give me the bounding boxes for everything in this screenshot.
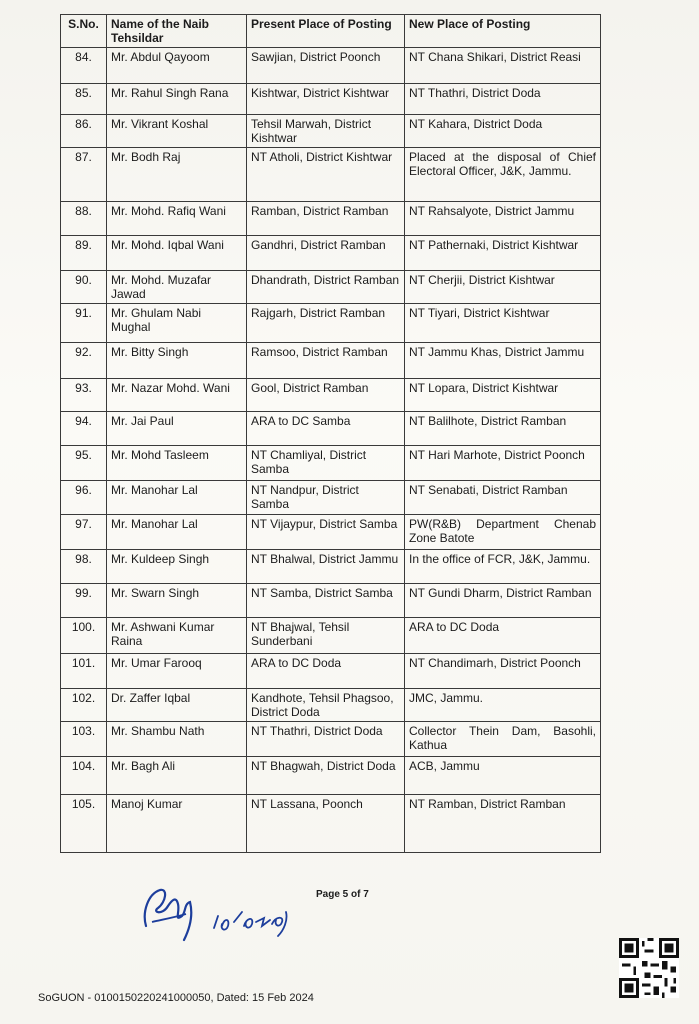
row-new-posting: NT Chandimarh, District Poonch xyxy=(405,654,601,689)
table-row xyxy=(61,148,601,202)
row-new-posting: Collector Thein Dam, Basohli, Kathua xyxy=(405,722,601,757)
row-sno: 92. xyxy=(61,343,107,379)
row-present-posting: NT Samba, District Samba xyxy=(247,584,405,618)
row-present-posting: ARA to DC Doda xyxy=(247,654,405,689)
qr-code-icon xyxy=(619,938,679,998)
row-sno: 89. xyxy=(61,236,107,271)
table-row xyxy=(61,412,601,446)
table-row xyxy=(61,202,601,236)
table-row xyxy=(61,304,601,343)
table-row xyxy=(61,795,601,853)
table-row xyxy=(61,343,601,379)
row-new-posting: NT Chana Shikari, District Reasi xyxy=(405,48,601,84)
row-name: Mr. Bodh Raj xyxy=(107,148,247,202)
row-name: Mr. Manohar Lal xyxy=(107,481,247,515)
page-number: Page 5 of 7 xyxy=(316,889,369,900)
row-sno: 87. xyxy=(61,148,107,202)
table-row xyxy=(61,584,601,618)
row-name: Mr. Mohd. Muzafar Jawad xyxy=(107,271,247,304)
row-new-posting: NT Pathernaki, District Kishtwar xyxy=(405,236,601,271)
row-sno: 91. xyxy=(61,304,107,343)
row-sno: 95. xyxy=(61,446,107,481)
row-name: Mr. Abdul Qayoom xyxy=(107,48,247,84)
row-name: Mr. Mohd. Iqbal Wani xyxy=(107,236,247,271)
row-new-posting: PW(R&B) Department Chenab Zone Batote xyxy=(405,515,601,550)
header-name: Name of the Naib Tehsildar xyxy=(107,15,247,48)
row-sno: 100. xyxy=(61,618,107,654)
row-present-posting: Tehsil Marwah, District Kishtwar xyxy=(247,115,405,148)
row-new-posting: NT Tiyari, District Kishtwar xyxy=(405,304,601,343)
row-name: Mr. Rahul Singh Rana xyxy=(107,84,247,115)
row-sno: 90. xyxy=(61,271,107,304)
table-row xyxy=(61,236,601,271)
row-sno: 88. xyxy=(61,202,107,236)
table-row xyxy=(61,48,601,84)
row-present-posting: Dhandrath, District Ramban xyxy=(247,271,405,304)
row-name: Mr. Bagh Ali xyxy=(107,757,247,795)
row-sno: 102. xyxy=(61,689,107,722)
row-present-posting: Gandhri, District Ramban xyxy=(247,236,405,271)
table-row xyxy=(61,757,601,795)
row-new-posting: NT Lopara, District Kishtwar xyxy=(405,379,601,412)
row-present-posting: Ramban, District Ramban xyxy=(247,202,405,236)
row-name: Mr. Nazar Mohd. Wani xyxy=(107,379,247,412)
row-sno: 99. xyxy=(61,584,107,618)
table-header-row xyxy=(61,15,601,48)
row-present-posting: NT Chamliyal, District Samba xyxy=(247,446,405,481)
posting-table xyxy=(60,14,601,853)
row-name: Mr. Ghulam Nabi Mughal xyxy=(107,304,247,343)
table-row xyxy=(61,689,601,722)
row-name: Mr. Mohd. Rafiq Wani xyxy=(107,202,247,236)
table-row xyxy=(61,481,601,515)
row-new-posting: NT Cherjii, District Kishtwar xyxy=(405,271,601,304)
table-row xyxy=(61,550,601,584)
row-sno: 96. xyxy=(61,481,107,515)
row-present-posting: NT Thathri, District Doda xyxy=(247,722,405,757)
row-new-posting: In the office of FCR, J&K, Jammu. xyxy=(405,550,601,584)
table-row xyxy=(61,115,601,148)
header-sno: S.No. xyxy=(61,15,107,48)
row-name: Mr. Kuldeep Singh xyxy=(107,550,247,584)
row-new-posting: NT Jammu Khas, District Jammu xyxy=(405,343,601,379)
row-present-posting: Sawjian, District Poonch xyxy=(247,48,405,84)
signature xyxy=(138,882,308,944)
row-name: Mr. Jai Paul xyxy=(107,412,247,446)
row-present-posting: NT Nandpur, District Samba xyxy=(247,481,405,515)
row-name: Mr. Umar Farooq xyxy=(107,654,247,689)
row-sno: 98. xyxy=(61,550,107,584)
row-sno: 101. xyxy=(61,654,107,689)
header-new-posting: New Place of Posting xyxy=(405,15,601,48)
row-present-posting: Ramsoo, District Ramban xyxy=(247,343,405,379)
row-present-posting: Gool, District Ramban xyxy=(247,379,405,412)
table-row xyxy=(61,618,601,654)
row-name: Mr. Mohd Tasleem xyxy=(107,446,247,481)
table-body xyxy=(61,48,601,853)
row-new-posting: NT Balilhote, District Ramban xyxy=(405,412,601,446)
row-new-posting: ACB, Jammu xyxy=(405,757,601,795)
row-sno: 94. xyxy=(61,412,107,446)
row-new-posting: JMC, Jammu. xyxy=(405,689,601,722)
row-name: Mr. Swarn Singh xyxy=(107,584,247,618)
row-sno: 84. xyxy=(61,48,107,84)
row-sno: 93. xyxy=(61,379,107,412)
row-present-posting: Kandhote, Tehsil Phagsoo, District Doda xyxy=(247,689,405,722)
row-new-posting: ARA to DC Doda xyxy=(405,618,601,654)
table-row xyxy=(61,722,601,757)
row-name: Mr. Bitty Singh xyxy=(107,343,247,379)
row-sno: 86. xyxy=(61,115,107,148)
row-name: Mr. Manohar Lal xyxy=(107,515,247,550)
row-name: Mr. Ashwani Kumar Raina xyxy=(107,618,247,654)
row-name: Dr. Zaffer Iqbal xyxy=(107,689,247,722)
row-sno: 104. xyxy=(61,757,107,795)
row-sno: 103. xyxy=(61,722,107,757)
row-new-posting: NT Hari Marhote, District Poonch xyxy=(405,446,601,481)
row-present-posting: ARA to DC Samba xyxy=(247,412,405,446)
row-new-posting: NT Senabati, District Ramban xyxy=(405,481,601,515)
row-new-posting: NT Gundi Dharm, District Ramban xyxy=(405,584,601,618)
table-row xyxy=(61,379,601,412)
table-row xyxy=(61,271,601,304)
row-present-posting: Kishtwar, District Kishtwar xyxy=(247,84,405,115)
row-present-posting: NT Bhajwal, Tehsil Sunderbani xyxy=(247,618,405,654)
row-new-posting: NT Thathri, District Doda xyxy=(405,84,601,115)
row-sno: 97. xyxy=(61,515,107,550)
row-name: Mr. Shambu Nath xyxy=(107,722,247,757)
row-sno: 105. xyxy=(61,795,107,853)
row-name: Mr. Vikrant Koshal xyxy=(107,115,247,148)
row-present-posting: NT Atholi, District Kishtwar xyxy=(247,148,405,202)
row-present-posting: NT Lassana, Poonch xyxy=(247,795,405,853)
row-present-posting: NT Bhalwal, District Jammu xyxy=(247,550,405,584)
header-present-posting: Present Place of Posting xyxy=(247,15,405,48)
document-footer: SoGUON - 0100150220241000050, Dated: 15 Feb 2024 xyxy=(38,992,314,1004)
row-new-posting: NT Ramban, District Ramban xyxy=(405,795,601,853)
table-row xyxy=(61,84,601,115)
row-present-posting: Rajgarh, District Ramban xyxy=(247,304,405,343)
table-row xyxy=(61,446,601,481)
row-present-posting: NT Bhagwah, District Doda xyxy=(247,757,405,795)
table-row xyxy=(61,654,601,689)
row-sno: 85. xyxy=(61,84,107,115)
row-present-posting: NT Vijaypur, District Samba xyxy=(247,515,405,550)
row-new-posting: NT Rahsalyote, District Jammu xyxy=(405,202,601,236)
row-name: Manoj Kumar xyxy=(107,795,247,853)
row-new-posting: NT Kahara, District Doda xyxy=(405,115,601,148)
row-new-posting: Placed at the disposal of Chief Electoral Officer, J&K, Jammu. xyxy=(405,148,601,202)
table-row xyxy=(61,515,601,550)
